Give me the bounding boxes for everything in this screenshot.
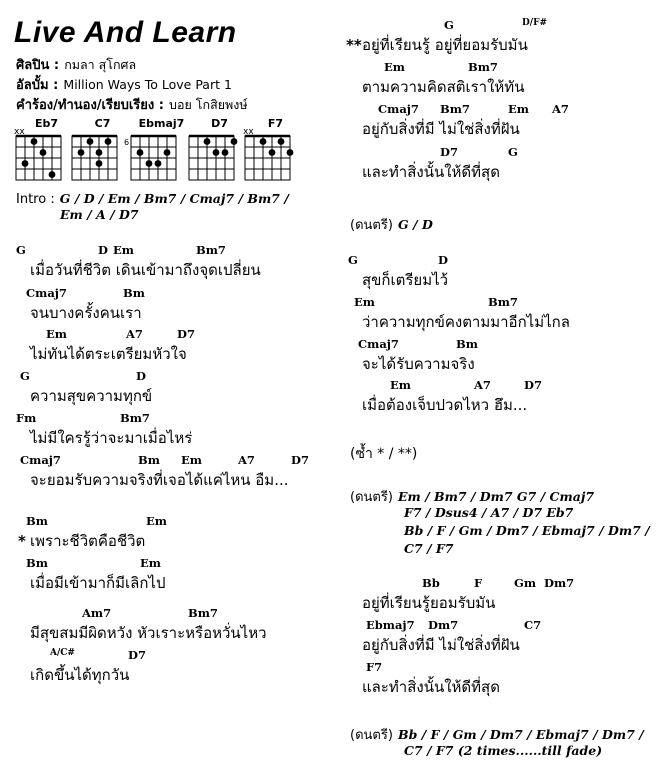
- chord-label: Dm7: [428, 618, 459, 632]
- finger-dot: [105, 138, 112, 145]
- chord-label: Em: [113, 243, 134, 257]
- lyric-line: และทำสิ่งนั้นให้ดีที่สุด: [362, 163, 500, 181]
- chord-label: A7: [552, 102, 569, 116]
- lyric-line: อยู่กับสิ่งที่มี ไม่ใช่สิ่งที่ฝัน: [362, 636, 520, 654]
- lyric-line: ตามความคิดสติเราให้ทัน: [362, 78, 525, 96]
- chord-diagram-name: Ebmaj7: [138, 117, 185, 130]
- chord-label: D: [438, 253, 448, 267]
- chord-label: G: [16, 243, 26, 257]
- chord-label: D7: [128, 648, 146, 662]
- chord-label: Em: [354, 295, 375, 309]
- finger-dot: [260, 138, 267, 145]
- finger-dot: [87, 138, 94, 145]
- instrumental-2-line-4: C7 / F7: [404, 541, 454, 556]
- chord-diagram-name: F7: [267, 117, 284, 130]
- chord-label: Em: [384, 60, 405, 74]
- lyric-line: สุขก็เตรียมไว้: [362, 271, 449, 289]
- lyric-line: ไม่มีใครรู้ว่าจะมาเมื่อไหร่: [30, 429, 193, 447]
- chord-label: Cmaj7: [26, 286, 67, 300]
- chord-diagrams: [0, 114, 330, 184]
- chord-label: G: [348, 253, 358, 267]
- chord-label: Em: [181, 453, 202, 467]
- chord-label: Cmaj7: [358, 337, 399, 351]
- finger-dot: [146, 160, 153, 167]
- album-value: Million Ways To Love Part 1: [63, 77, 232, 92]
- chord-label: Bm: [26, 514, 48, 528]
- lyric-line: ว่าความทุกข์คงตามมาอีกไม่ไกล: [362, 313, 570, 331]
- muted-strings-marker: xx: [243, 127, 254, 137]
- chord-label: D: [136, 369, 146, 383]
- repeat-text: (ซ้ำ * / **): [350, 446, 418, 462]
- chord-label: Bm7: [188, 606, 218, 620]
- chord-label: D7: [177, 327, 195, 341]
- chord-label: Fm: [16, 411, 37, 425]
- chord-label: G: [444, 18, 454, 32]
- chord-label: A/C#: [50, 648, 75, 658]
- instrumental-3-line-2: C7 / F7 (2 times......till fade): [404, 743, 603, 758]
- instrumental-1-chords: G / D: [398, 217, 433, 232]
- chord-label: Bm: [456, 337, 478, 351]
- intro-progression-2: Em / A / D7: [60, 207, 139, 222]
- chord-label: Bm7: [488, 295, 518, 309]
- chord-label: Bm7: [196, 243, 226, 257]
- lyric-line: เมื่อต้องเจ็บปวดไหว ฮึม...: [362, 396, 528, 414]
- chord-label: D: [98, 243, 108, 257]
- chord-label: D7: [524, 378, 542, 392]
- instrumental-2-line-3: Bb / F / Gm / Dm7 / Ebmaj7 / Dm7 /: [404, 523, 650, 538]
- section-marker: *: [18, 532, 26, 550]
- chord-diagram: [72, 117, 117, 180]
- lyric-line: จนบางครั้งคนเรา: [30, 304, 142, 322]
- credits-line: [16, 94, 248, 115]
- instrumental-3: [350, 724, 644, 745]
- song-title: Live And Learn: [14, 16, 237, 49]
- lyric-line: จะได้รับความจริง: [362, 355, 475, 373]
- finger-dot: [155, 160, 162, 167]
- chord-label: Cmaj7: [378, 102, 419, 116]
- finger-dot: [137, 149, 144, 156]
- chord-diagram-name: Eb7: [34, 117, 59, 130]
- repeat-note: [350, 443, 417, 465]
- chord-label: Bm: [26, 556, 48, 570]
- chord-label: Bm: [123, 286, 145, 300]
- lyric-line: อยู่ที่เรียนรู้ยอมรับมัน: [362, 594, 496, 612]
- credits-value: บอย โกสิยพงษ์: [169, 97, 248, 112]
- chord-diagram: [14, 117, 61, 180]
- chord-label: Em: [390, 378, 411, 392]
- instrumental-2-label: (ดนตรี): [350, 490, 393, 505]
- section-marker: **: [346, 36, 362, 54]
- chord-label: Bm7: [440, 102, 470, 116]
- chord-label: Em: [140, 556, 161, 570]
- lyric-line: เมื่อมีเข้ามาก็มีเลิกไป: [30, 574, 166, 592]
- lyric-line: เมื่อวันที่ชีวิต เดินเข้ามาถึงจุดเปลี่ยน: [30, 261, 261, 279]
- chord-label: D7: [291, 453, 309, 467]
- lyric-line: อยู่ที่เรียนรู้ อยู่ที่ยอมรับมัน: [362, 36, 528, 54]
- fret-number: 6: [124, 138, 130, 147]
- album-label: อัลบั้ม :: [16, 78, 59, 93]
- finger-dot: [287, 149, 294, 156]
- artist-label: ศิลปิน :: [16, 58, 60, 73]
- credits-label: คำร้อง/ทำนอง/เรียบเรียง :: [16, 98, 164, 113]
- chord-diagram-name: C7: [94, 117, 111, 130]
- chord-label: Am7: [82, 606, 112, 620]
- finger-dot: [213, 149, 220, 156]
- intro-label: Intro :: [16, 192, 55, 207]
- finger-dot: [164, 149, 171, 156]
- chord-label: Em: [146, 514, 167, 528]
- finger-dot: [22, 160, 29, 167]
- instrumental-1-label: (ดนตรี): [350, 218, 393, 233]
- album-line: [16, 74, 232, 95]
- chord-label: Em: [508, 102, 529, 116]
- instrumental-2: [350, 486, 594, 507]
- artist-value: กมลา สุโกศล: [64, 57, 137, 72]
- finger-dot: [49, 171, 56, 178]
- instrumental-3-line-1: Bb / F / Gm / Dm7 / Ebmaj7 / Dm7 /: [398, 727, 644, 742]
- intro-line-1: [16, 188, 289, 207]
- instrumental-1: [350, 214, 433, 235]
- chord-label: Ebmaj7: [366, 618, 415, 632]
- artist-line: [16, 54, 136, 75]
- instrumental-2-line-2: F7 / Dsus4 / A7 / D7 Eb7: [404, 505, 574, 520]
- lyric-line: ความสุขความทุกข์: [30, 387, 153, 405]
- chord-label: D7: [440, 145, 458, 159]
- instrumental-2-line-1: Em / Bm7 / Dm7 G7 / Cmaj7: [398, 489, 595, 504]
- chord-label: F: [474, 576, 483, 590]
- finger-dot: [269, 149, 276, 156]
- chord-label: Em: [46, 327, 67, 341]
- lyric-line: และทำสิ่งนั้นให้ดีที่สุด: [362, 678, 500, 696]
- finger-dot: [78, 149, 85, 156]
- finger-dot: [231, 138, 238, 145]
- chord-diagram-name: D7: [211, 117, 228, 130]
- finger-dot: [31, 138, 38, 145]
- finger-dot: [204, 138, 211, 145]
- chord-label: A7: [238, 453, 255, 467]
- chord-label: G: [20, 369, 30, 383]
- muted-strings-marker: xx: [14, 127, 25, 137]
- chord-diagram: [124, 117, 184, 180]
- chord-label: Dm7: [544, 576, 575, 590]
- chord-label: D/F#: [522, 18, 548, 28]
- chord-label: C7: [524, 618, 542, 632]
- chord-label: A7: [474, 378, 491, 392]
- chord-label: Bm7: [120, 411, 150, 425]
- chord-label: G: [508, 145, 518, 159]
- intro-progression-1: G / D / Em / Bm7 / Cmaj7 / Bm7 /: [59, 191, 289, 206]
- chord-label: Gm: [514, 576, 536, 590]
- finger-dot: [96, 160, 103, 167]
- lyric-line: ไม่ทันได้ตระเตรียมหัวใจ: [30, 345, 187, 363]
- lyric-line: เกิดขึ้นได้ทุกวัน: [30, 666, 130, 684]
- chord-label: Bb: [422, 576, 440, 590]
- finger-dot: [278, 138, 285, 145]
- finger-dot: [96, 149, 103, 156]
- chord-label: Bm7: [468, 60, 498, 74]
- lyric-line: มีสุขสมมีผิดหวัง หัวเราะหรือหวั่นไหว: [30, 624, 267, 642]
- instrumental-3-label: (ดนตรี): [350, 728, 393, 743]
- chord-label: F7: [366, 660, 383, 674]
- chord-label: Bm: [138, 453, 160, 467]
- finger-dot: [222, 149, 229, 156]
- finger-dot: [40, 149, 47, 156]
- chord-label: A7: [126, 327, 143, 341]
- lyric-line: จะยอมรับความจริงที่เจอได้แค่ไหน อืม...: [30, 471, 289, 489]
- lyric-line: อยู่กับสิ่งที่มี ไม่ใช่สิ่งที่ฝัน: [362, 120, 520, 138]
- lyric-line: เพราะชีวิตคือชีวิต: [30, 532, 146, 550]
- chord-label: Cmaj7: [20, 453, 61, 467]
- chord-diagram: [243, 117, 293, 180]
- chord-diagram: [189, 117, 237, 180]
